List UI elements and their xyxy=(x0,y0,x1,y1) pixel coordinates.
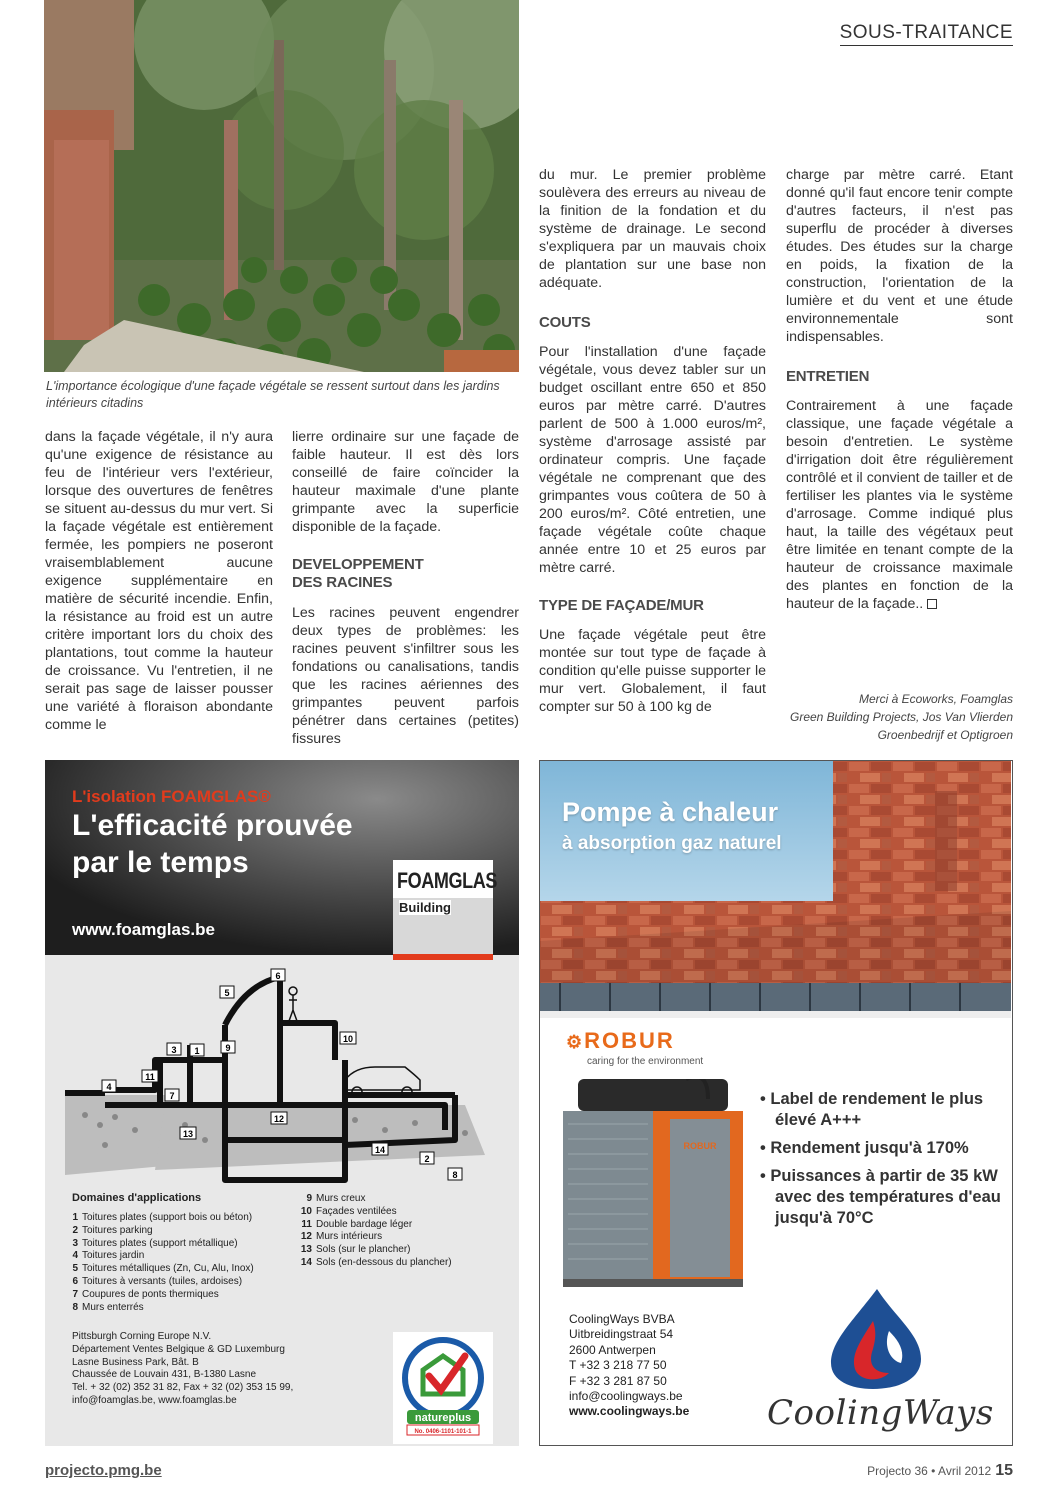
legend-item: 5 Toitures métalliques (Zn, Cu, Alu, Inox) xyxy=(72,1263,254,1275)
contact-url[interactable]: www.coolingways.be xyxy=(569,1404,690,1419)
gear-icon: ⚙ xyxy=(566,1032,585,1052)
marker-1 xyxy=(190,1044,204,1056)
legend-item: 2 Toitures parking xyxy=(72,1224,153,1236)
marker-2 xyxy=(420,1152,434,1164)
application-diagram xyxy=(45,955,519,1185)
contact-line: Lasne Business Park, Bât. B xyxy=(72,1356,199,1368)
article-column-3 xyxy=(539,166,766,716)
robur-logo xyxy=(566,1028,675,1054)
legend-item: 9 Murs creux xyxy=(306,1193,366,1204)
foamglas-tagline: L'isolation FOAMGLAS® xyxy=(72,787,271,806)
marker-11 xyxy=(142,1070,158,1082)
legend-item: 8 Murs enterrés xyxy=(72,1301,144,1313)
marker-label: 7 xyxy=(169,1091,175,1101)
foamglas-logo xyxy=(393,860,497,960)
natureplus-logo xyxy=(393,1332,493,1444)
marker-6 xyxy=(271,969,285,981)
issue-label: Projecto 36 • Avril 2012 xyxy=(867,1464,992,1478)
heading-line: DES RACINES xyxy=(292,574,393,591)
marker-label: 12 xyxy=(273,1114,285,1124)
legend-item: 7 Coupures de ponts thermiques xyxy=(72,1288,219,1300)
natureplus-number: No. 0406-1101-101-1 xyxy=(414,1429,472,1435)
foamglas-url[interactable]: www.foamglas.be xyxy=(72,920,215,939)
legend-item: 10 Façades ventilées xyxy=(300,1205,397,1217)
heading-type: TYPE DE FAÇADE/MUR xyxy=(539,597,704,614)
foamglas-contact xyxy=(72,1331,293,1408)
legend-item: 14 Sols (en-dessous du plancher) xyxy=(300,1256,452,1268)
footer-issue xyxy=(867,1462,1013,1480)
legend-item: 11 Double bardage léger xyxy=(301,1218,413,1230)
credits-line: Green Building Projects, Jos Van Vlierden xyxy=(789,710,1013,724)
article-column-4 xyxy=(786,166,1013,613)
flame-drop-icon xyxy=(755,1281,1000,1391)
feature-item: • Puissances à partir de 35 kW avec des températures d'eau jusqu'à 70°C xyxy=(760,1166,1010,1229)
feature-item: • Label de rendement le plus élevé A+++ xyxy=(760,1089,1010,1131)
feature-item: • Rendement jusqu'à 170% xyxy=(760,1138,1010,1159)
building-photo xyxy=(540,761,1011,1018)
marker-14 xyxy=(372,1143,388,1155)
marker-label: 2 xyxy=(424,1154,430,1164)
paragraph: Pour l'installation d'une façade végétale, vous devez tabler sur un budget oscillant entre 650 et 850 euros par mètre carré. D'autres parlent de 500 à 1.000 euros/m², système d'arrosage assisté par ordinateur compris. Une façade végétale ne comprenant que des grimpantes vous coûtera de 50 à 200 euros/m². Côté entretien, une façade végétale coûte chaque année entre 10 et 25 euros par mètre carré. xyxy=(539,344,766,576)
marker-label: 6 xyxy=(275,971,281,981)
natureplus-name: natureplus xyxy=(414,1412,472,1424)
marker-label: 8 xyxy=(452,1170,458,1180)
logo-name: FOAMGLAS xyxy=(397,868,497,893)
marker-label: 11 xyxy=(145,1072,155,1082)
robur-features xyxy=(760,1089,1010,1236)
heat-pump-unit xyxy=(558,1079,748,1289)
heading-couts: COUTS xyxy=(539,314,591,331)
coolingways-contact xyxy=(569,1312,689,1420)
marker-label: 9 xyxy=(225,1043,231,1053)
section-title: SOUS-TRAITANCE xyxy=(840,22,1013,46)
paragraph: charge par mètre carré. Etant donné qu'il faut encore tenir compte d'autres facteurs, il n'est pas superflu de procéder à diverses études. Des études sur la charge en poids, la fixation de la construction, l'orientation de la lumière et du vent et une étude environnementale sont indispensables. xyxy=(786,167,1013,345)
contact-line: F +32 3 281 87 50 xyxy=(569,1373,667,1388)
legend-title: Domaines d'applications xyxy=(72,1192,202,1204)
paragraph: dans la façade végétale, il n'y aura qu'une exigence de résistance au feu de l'intérieur vers l'extérieur, lorsque des ouvertures de fenêtres se situent au-dessus du mur vert. Si la façade végétale est entièrement fermée, les pompiers ne poseront vraisemblablement aucune exigence supplémentaire en matière de sécurité incendie. Enfin, la résistance au froid est un autre critère important lors du choix des plantations, tout comme la hauteur de croissance. Vu l'entretien, il ne serait pas sage de laisser pousser une variété à floraison abondante comme le xyxy=(45,429,273,733)
coolingways-logo xyxy=(755,1281,1000,1441)
paragraph xyxy=(786,397,1013,613)
page-number: 15 xyxy=(995,1462,1013,1479)
end-mark-icon xyxy=(927,599,937,609)
green-wall-photo xyxy=(44,0,519,372)
contact-line: info@foamglas.be, www.foamglas.be xyxy=(72,1394,237,1406)
contact-line[interactable]: info@coolingways.be xyxy=(569,1389,683,1404)
contact-line: T +32 3 218 77 50 xyxy=(569,1358,667,1373)
contact-line: Chaussée de Louvain 431, B-1380 Lasne xyxy=(72,1369,257,1381)
marker-5 xyxy=(220,986,234,998)
coolingways-wordmark: CoolingWays xyxy=(767,1393,994,1433)
unit-label: ROBUR xyxy=(683,1141,717,1151)
marker-7 xyxy=(165,1089,179,1101)
footer-site-link[interactable]: projecto.pmg.be xyxy=(45,1462,162,1479)
marker-label: 13 xyxy=(182,1129,194,1139)
robur-title: Pompe à chaleur xyxy=(562,797,779,827)
legend-item: 6 Toitures à versants (tuiles, ardoises) xyxy=(72,1275,243,1287)
legend-item: 12 Murs intérieurs xyxy=(300,1231,383,1243)
marker-label: 10 xyxy=(342,1034,354,1044)
contact-line: Département Ventes Belgique & GD Luxemburg xyxy=(72,1343,285,1355)
marker-label: 14 xyxy=(374,1145,386,1155)
legend-item: 1 Toitures plates (support bois ou béton) xyxy=(72,1212,253,1223)
legend-item: 13 Sols (sur le plancher) xyxy=(300,1244,411,1256)
credits xyxy=(773,690,1013,744)
robur-subtitle: à absorption gaz naturel xyxy=(562,833,782,854)
marker-label: 1 xyxy=(194,1046,200,1056)
marker-3 xyxy=(167,1043,181,1055)
foamglas-ad[interactable] xyxy=(45,760,519,1446)
marker-12 xyxy=(271,1112,287,1124)
heading-entretien: ENTRETIEN xyxy=(786,368,870,385)
robur-brand: ROBUR xyxy=(584,1028,675,1053)
marker-13 xyxy=(180,1127,196,1139)
contact-line: 2600 Antwerpen xyxy=(569,1342,656,1357)
credits-line: Groenbedrijf et Optigroen xyxy=(877,728,1013,742)
marker-4 xyxy=(102,1080,116,1092)
contact-line: Uitbreidingstraat 54 xyxy=(569,1327,674,1342)
marker-label: 4 xyxy=(106,1082,112,1092)
legend-list-a xyxy=(64,1212,254,1314)
foamglas-title: L'efficacité prouvée par le temps xyxy=(72,809,353,879)
paragraph: Une façade végétale peut être montée sur tout type de façade à condition qu'elle puisse supporter le mur vert. Globalement, il faut compter sur 50 à 100 kg de xyxy=(539,627,766,715)
marker-label: 5 xyxy=(224,988,230,998)
marker-10 xyxy=(340,1032,356,1044)
contact-line: Pittsburgh Corning Europe N.V. xyxy=(72,1331,212,1342)
article-column-2 xyxy=(292,428,519,748)
credits-line: Merci à Ecoworks, Foamglas xyxy=(858,692,1013,706)
robur-tagline: caring for the environment xyxy=(587,1056,704,1067)
robur-ad[interactable] xyxy=(539,760,1013,1446)
logo-sub: Building xyxy=(399,900,451,915)
marker-label: 3 xyxy=(171,1045,177,1055)
contact-line: Tel. + 32 (02) 352 31 82, Fax + 32 (02) 353 15 99, xyxy=(72,1382,294,1394)
legend-item: 3 Toitures plates (support métallique) xyxy=(72,1237,238,1249)
photo-caption: L'importance écologique d'une façade végétale se ressent surtout dans les jardins intérieurs citadins xyxy=(46,379,500,410)
paragraph: lierre ordinaire sur une façade de faible hauteur. Il est dès lors conseillé de faire coïncider la hauteur maximale d'une plante grimpante avec la superficie disponible de la façade. xyxy=(292,429,519,535)
paragraph: Les racines peuvent engendrer deux types de problèmes: les racines peuvent s'infiltrer sous les fondations ou canalisations, tandis que les racines aériennes des grimpantes peuvent parfois pénétrer dans certaines (petites) fissures xyxy=(292,605,519,747)
contact-line: CoolingWays BVBA xyxy=(569,1312,675,1326)
heading-racines xyxy=(292,556,519,592)
paragraph-text: Contrairement à une façade classique, une façade végétale a besoin d'entretien. Le système d'irrigation doit être régulièrement contrôlé et il convient de tailler et de fertiliser les plantes via le système d'arrosage. Comme indiqué plus haut, la taille des végétaux peut être limitée en tenant compte de la hauteur de croissance maximale des plantes en fonction de la hauteur de la façade.. xyxy=(786,398,1013,612)
legend-item: 4 Toitures jardin xyxy=(72,1250,145,1262)
legend-list-b xyxy=(298,1193,452,1270)
marker-9 xyxy=(221,1041,235,1053)
marker-8 xyxy=(448,1168,462,1180)
heading-line: DEVELOPPEMENT xyxy=(292,556,424,573)
paragraph: du mur. Le premier problème soulèvera des erreurs au niveau de la finition de la fondation et du système de drainage. Le second s'expliquera par un mauvais choix de plantation sur une base non adéquate. xyxy=(539,167,766,291)
article-column-1 xyxy=(45,428,273,734)
